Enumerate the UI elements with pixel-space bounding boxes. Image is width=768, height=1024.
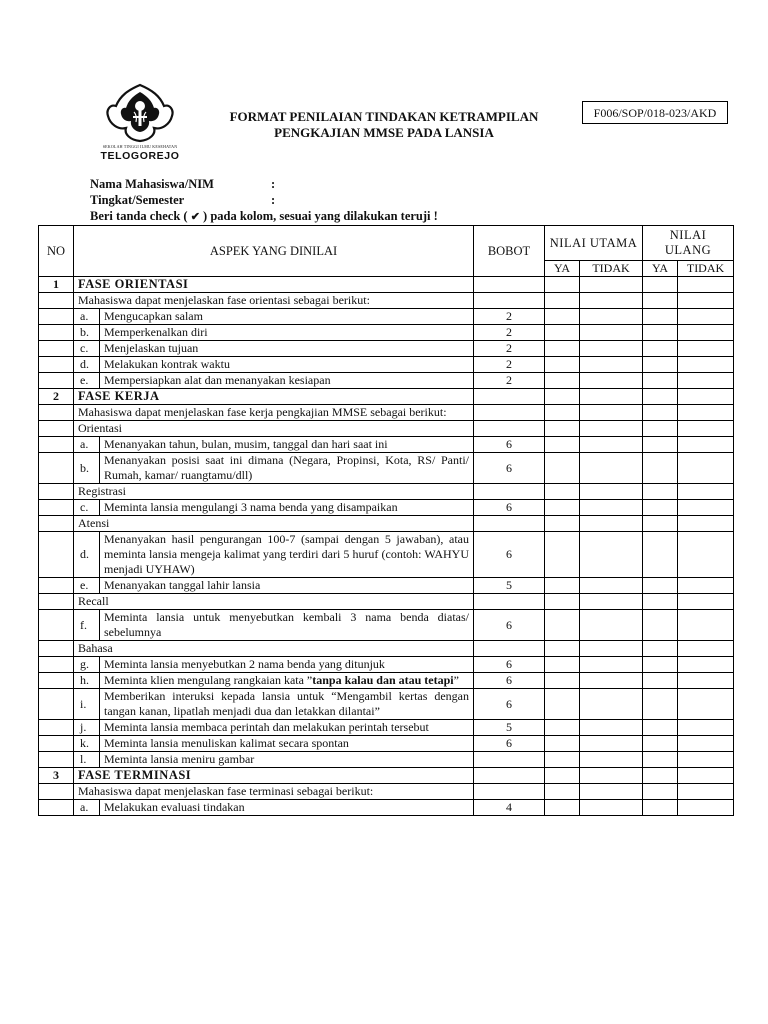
header-bobot: BOBOT <box>474 226 545 277</box>
check-cell-ulang-ya[interactable] <box>643 689 678 720</box>
table-row <box>39 373 734 389</box>
check-cell-utama-tidak[interactable] <box>580 532 643 578</box>
item-text: Menanyakan tahun, bulan, musim, tanggal dan hari saat ini <box>100 437 474 453</box>
nama-colon: : <box>271 177 276 191</box>
check-cell-utama-tidak[interactable] <box>580 500 643 516</box>
check-cell-ulang-tidak[interactable] <box>678 578 734 594</box>
no-cell <box>39 784 74 800</box>
bobot-value: 5 <box>474 578 545 594</box>
item-letter: i. <box>74 689 100 720</box>
title-line-2: PENGKAJIAN MMSE PADA LANSIA <box>274 125 494 140</box>
check-cell-utama-ya[interactable] <box>545 389 580 405</box>
check-cell-utama-ya[interactable] <box>545 768 580 784</box>
check-cell-utama-tidak[interactable] <box>580 357 643 373</box>
check-cell-ulang-ya[interactable] <box>643 736 678 752</box>
item-text-part: Meminta klien mengulang rangkaian kata ” <box>104 673 313 687</box>
check-cell-ulang-ya[interactable] <box>643 578 678 594</box>
no-cell <box>39 405 74 421</box>
student-info <box>90 176 438 224</box>
table-row <box>39 357 734 373</box>
item-letter: l. <box>74 752 100 768</box>
bobot-cell <box>474 768 545 784</box>
check-cell-utama-tidak[interactable] <box>580 373 643 389</box>
bobot-value <box>474 641 545 657</box>
check-cell-utama-ya[interactable] <box>545 373 580 389</box>
bobot-value: 2 <box>474 325 545 341</box>
document-code-box: F006/SOP/018-023/AKD <box>582 101 728 124</box>
check-cell-utama-tidak[interactable] <box>580 641 643 657</box>
check-cell-ulang-tidak[interactable] <box>678 389 734 405</box>
item-letter: k. <box>74 736 100 752</box>
check-cell-ulang-tidak[interactable] <box>678 293 734 309</box>
check-cell-utama-ya[interactable] <box>545 784 580 800</box>
check-cell-utama-ya[interactable] <box>545 484 580 500</box>
check-cell-utama-tidak[interactable] <box>580 453 643 484</box>
no-cell <box>39 689 74 720</box>
bobot-value: 6 <box>474 500 545 516</box>
no-cell <box>39 484 74 500</box>
description-text: Registrasi <box>74 484 474 500</box>
no-cell <box>39 516 74 532</box>
check-cell-utama-tidak[interactable] <box>580 736 643 752</box>
check-cell-utama-ya[interactable] <box>545 293 580 309</box>
description-row <box>39 484 734 500</box>
item-letter: h. <box>74 673 100 689</box>
assessment-table <box>38 225 734 816</box>
check-cell-ulang-ya[interactable] <box>643 784 678 800</box>
item-letter: b. <box>74 453 100 484</box>
item-text: Mengucapkan salam <box>100 309 474 325</box>
check-cell-utama-tidak[interactable] <box>580 309 643 325</box>
check-cell-ulang-ya[interactable] <box>643 800 678 816</box>
no-cell <box>39 437 74 453</box>
no-cell <box>39 453 74 484</box>
check-cell-ulang-tidak[interactable] <box>678 784 734 800</box>
check-cell-utama-tidak[interactable] <box>580 277 643 293</box>
check-cell-ulang-tidak[interactable] <box>678 500 734 516</box>
item-letter: d. <box>74 532 100 578</box>
item-letter: d. <box>74 357 100 373</box>
item-text: Menanyakan tanggal lahir lansia <box>100 578 474 594</box>
check-cell-utama-ya[interactable] <box>545 357 580 373</box>
item-letter: e. <box>74 373 100 389</box>
no-cell <box>39 641 74 657</box>
check-cell-utama-tidak[interactable] <box>580 389 643 405</box>
header-nilai-utama: NILAI UTAMA <box>545 226 643 261</box>
section-number: 1 <box>39 277 74 293</box>
check-cell-utama-ya[interactable] <box>545 341 580 357</box>
bobot-cell <box>474 277 545 293</box>
instruction-suffix: ) pada kolom, sesuai yang dilakukan teruji ! <box>203 209 438 223</box>
item-letter: c. <box>74 341 100 357</box>
check-cell-utama-tidak[interactable] <box>580 784 643 800</box>
check-cell-ulang-ya[interactable] <box>643 309 678 325</box>
table-row <box>39 752 734 768</box>
item-text: Meminta lansia untuk menyebutkan kembali 3 nama benda diatas/ sebelumnya <box>100 610 474 641</box>
table-row <box>39 453 734 484</box>
check-cell-ulang-ya[interactable] <box>643 373 678 389</box>
check-cell-utama-ya[interactable] <box>545 309 580 325</box>
bobot-value: 2 <box>474 341 545 357</box>
item-text: Mempersiapkan alat dan menanyakan kesiapan <box>100 373 474 389</box>
tingkat-row <box>90 192 438 208</box>
bobot-value <box>474 594 545 610</box>
bobot-value <box>474 752 545 768</box>
check-cell-utama-ya[interactable] <box>545 641 580 657</box>
check-cell-ulang-ya[interactable] <box>643 594 678 610</box>
check-cell-utama-tidak[interactable] <box>580 752 643 768</box>
item-letter: a. <box>74 800 100 816</box>
check-cell-utama-tidak[interactable] <box>580 594 643 610</box>
instruction-prefix: Beri tanda check ( <box>90 209 188 223</box>
logo-name: TELOGOREJO <box>100 150 180 162</box>
check-cell-ulang-tidak[interactable] <box>678 373 734 389</box>
bobot-value: 6 <box>474 610 545 641</box>
check-cell-utama-tidak[interactable] <box>580 578 643 594</box>
no-cell <box>39 673 74 689</box>
description-row <box>39 421 734 437</box>
bobot-value: 2 <box>474 357 545 373</box>
no-cell <box>39 341 74 357</box>
no-cell <box>39 309 74 325</box>
bobot-value <box>474 484 545 500</box>
description-row <box>39 405 734 421</box>
item-text: Memperkenalkan diri <box>100 325 474 341</box>
section-title: FASE KERJA <box>74 389 474 405</box>
check-cell-ulang-tidak[interactable] <box>678 325 734 341</box>
check-cell-utama-tidak[interactable] <box>580 768 643 784</box>
item-letter: f. <box>74 610 100 641</box>
section-header-row <box>39 389 734 405</box>
check-cell-ulang-tidak[interactable] <box>678 610 734 641</box>
check-cell-ulang-ya[interactable] <box>643 437 678 453</box>
check-cell-utama-tidak[interactable] <box>580 720 643 736</box>
check-cell-utama-ya[interactable] <box>545 610 580 641</box>
table-row <box>39 532 734 578</box>
item-letter: b. <box>74 325 100 341</box>
check-cell-ulang-ya[interactable] <box>643 752 678 768</box>
no-cell <box>39 610 74 641</box>
bobot-value: 6 <box>474 673 545 689</box>
section-number: 3 <box>39 768 74 784</box>
check-cell-utama-tidak[interactable] <box>580 325 643 341</box>
check-cell-ulang-ya[interactable] <box>643 768 678 784</box>
item-text: Menjelaskan tujuan <box>100 341 474 357</box>
table-row <box>39 341 734 357</box>
check-cell-ulang-ya[interactable] <box>643 610 678 641</box>
bobot-value: 6 <box>474 736 545 752</box>
check-cell-ulang-tidak[interactable] <box>678 437 734 453</box>
no-cell <box>39 293 74 309</box>
table-row <box>39 325 734 341</box>
header-utama-tidak: TIDAK <box>580 261 643 277</box>
check-cell-ulang-ya[interactable] <box>643 293 678 309</box>
item-text: Meminta lansia mengulangi 3 nama benda yang disampaikan <box>100 500 474 516</box>
description-row <box>39 516 734 532</box>
check-cell-utama-tidak[interactable] <box>580 610 643 641</box>
check-cell-ulang-ya[interactable] <box>643 405 678 421</box>
header-nilai-ulang: NILAI ULANG <box>643 226 734 261</box>
bobot-value: 2 <box>474 373 545 389</box>
check-cell-ulang-tidak[interactable] <box>678 641 734 657</box>
tingkat-colon: : <box>271 193 276 207</box>
section-title: FASE ORIENTASI <box>74 277 474 293</box>
item-text: Menanyakan posisi saat ini dimana (Negara, Propinsi, Kota, RS/ Panti/ Rumah, kamar/ ruangtamu/dll) <box>100 453 474 484</box>
check-cell-ulang-ya[interactable] <box>643 277 678 293</box>
check-cell-ulang-tidak[interactable] <box>678 689 734 720</box>
no-cell <box>39 500 74 516</box>
check-cell-ulang-tidak[interactable] <box>678 720 734 736</box>
item-letter: e. <box>74 578 100 594</box>
section-number: 2 <box>39 389 74 405</box>
description-text: Bahasa <box>74 641 474 657</box>
check-cell-ulang-tidak[interactable] <box>678 768 734 784</box>
check-cell-ulang-ya[interactable] <box>643 453 678 484</box>
check-cell-ulang-tidak[interactable] <box>678 736 734 752</box>
check-cell-utama-tidak[interactable] <box>580 484 643 500</box>
check-cell-ulang-ya[interactable] <box>643 357 678 373</box>
nama-label: Nama Mahasiswa/NIM <box>90 177 214 191</box>
bobot-value <box>474 421 545 437</box>
bobot-value: 6 <box>474 689 545 720</box>
check-cell-utama-tidak[interactable] <box>580 516 643 532</box>
item-text <box>100 673 474 689</box>
check-cell-utama-ya[interactable] <box>545 736 580 752</box>
section-header-row <box>39 768 734 784</box>
no-cell <box>39 421 74 437</box>
check-cell-utama-ya[interactable] <box>545 500 580 516</box>
table-row <box>39 689 734 720</box>
no-cell <box>39 720 74 736</box>
bobot-value <box>474 784 545 800</box>
document-title <box>200 109 568 141</box>
no-cell <box>39 578 74 594</box>
check-cell-ulang-ya[interactable] <box>643 516 678 532</box>
table-row <box>39 800 734 816</box>
no-cell <box>39 373 74 389</box>
check-cell-ulang-tidak[interactable] <box>678 277 734 293</box>
header-no: NO <box>39 226 74 277</box>
check-mark-icon: ✔ <box>190 211 200 223</box>
check-cell-utama-ya[interactable] <box>545 720 580 736</box>
check-cell-ulang-tidak[interactable] <box>678 752 734 768</box>
header-ulang-ya: YA <box>643 261 678 277</box>
table-row <box>39 720 734 736</box>
check-cell-utama-ya[interactable] <box>545 453 580 484</box>
description-row <box>39 784 734 800</box>
check-cell-utama-tidak[interactable] <box>580 657 643 673</box>
check-cell-utama-tidak[interactable] <box>580 405 643 421</box>
check-cell-utama-tidak[interactable] <box>580 689 643 720</box>
check-cell-ulang-tidak[interactable] <box>678 673 734 689</box>
table-row <box>39 736 734 752</box>
no-cell <box>39 325 74 341</box>
description-text: Mahasiswa dapat menjelaskan fase kerja pengkajian MMSE sebagai berikut: <box>74 405 474 421</box>
check-cell-ulang-ya[interactable] <box>643 484 678 500</box>
check-cell-utama-ya[interactable] <box>545 532 580 578</box>
check-cell-ulang-ya[interactable] <box>643 389 678 405</box>
header-ulang-tidak: TIDAK <box>678 261 734 277</box>
description-text: Mahasiswa dapat menjelaskan fase orientasi sebagai berikut: <box>74 293 474 309</box>
check-cell-ulang-tidak[interactable] <box>678 341 734 357</box>
no-cell <box>39 657 74 673</box>
table-row <box>39 309 734 325</box>
no-cell <box>39 357 74 373</box>
check-cell-utama-ya[interactable] <box>545 277 580 293</box>
description-row <box>39 293 734 309</box>
bobot-value: 6 <box>474 437 545 453</box>
check-cell-utama-ya[interactable] <box>545 594 580 610</box>
item-letter: a. <box>74 437 100 453</box>
item-text: Meminta lansia menuliskan kalimat secara spontan <box>100 736 474 752</box>
check-cell-ulang-tidak[interactable] <box>678 309 734 325</box>
item-letter: g. <box>74 657 100 673</box>
item-text: Menanyakan hasil pengurangan 100-7 (sampai dengan 5 jawaban), atau meminta lansia mengeja kalimat yang terdiri dari 5 huruf (contoh: WAHYU menjadi UYHAW) <box>100 532 474 578</box>
description-text: Recall <box>74 594 474 610</box>
check-cell-ulang-tidak[interactable] <box>678 532 734 578</box>
no-cell <box>39 800 74 816</box>
item-text-closing: ” <box>453 673 459 687</box>
description-row <box>39 594 734 610</box>
no-cell <box>39 532 74 578</box>
table-row <box>39 657 734 673</box>
check-cell-utama-ya[interactable] <box>545 516 580 532</box>
check-cell-ulang-tidak[interactable] <box>678 484 734 500</box>
check-cell-utama-tidak[interactable] <box>580 800 643 816</box>
check-cell-utama-ya[interactable] <box>545 752 580 768</box>
instruction-row <box>90 208 438 224</box>
check-cell-utama-ya[interactable] <box>545 421 580 437</box>
bobot-value: 2 <box>474 309 545 325</box>
table-row <box>39 500 734 516</box>
check-cell-ulang-tidak[interactable] <box>678 657 734 673</box>
bobot-value: 4 <box>474 800 545 816</box>
check-cell-ulang-ya[interactable] <box>643 641 678 657</box>
description-text: Orientasi <box>74 421 474 437</box>
nama-row <box>90 176 438 192</box>
description-text: Atensi <box>74 516 474 532</box>
check-cell-utama-ya[interactable] <box>545 689 580 720</box>
item-text: Meminta lansia menyebutkan 2 nama benda yang ditunjuk <box>100 657 474 673</box>
check-cell-ulang-tidak[interactable] <box>678 453 734 484</box>
check-cell-utama-tidak[interactable] <box>580 293 643 309</box>
check-cell-utama-tidak[interactable] <box>580 421 643 437</box>
check-cell-ulang-ya[interactable] <box>643 421 678 437</box>
bobot-cell <box>474 389 545 405</box>
bobot-value: 5 <box>474 720 545 736</box>
item-text-bold: tanpa kalau dan atau tetapi <box>312 673 454 687</box>
logo-subtext: SEKOLAH TINGGI ILMU KESEHATAN <box>102 144 178 149</box>
check-cell-utama-tidak[interactable] <box>580 437 643 453</box>
bobot-value <box>474 516 545 532</box>
item-text: Meminta lansia meniru gambar <box>100 752 474 768</box>
table-body <box>39 277 734 816</box>
table-row <box>39 578 734 594</box>
item-text: Melakukan kontrak waktu <box>100 357 474 373</box>
check-cell-utama-ya[interactable] <box>545 657 580 673</box>
check-cell-ulang-ya[interactable] <box>643 720 678 736</box>
check-cell-ulang-ya[interactable] <box>643 325 678 341</box>
check-cell-ulang-ya[interactable] <box>643 657 678 673</box>
table-row <box>39 437 734 453</box>
section-header-row <box>39 277 734 293</box>
check-cell-utama-ya[interactable] <box>545 578 580 594</box>
item-text: Meminta lansia membaca perintah dan melakukan perintah tersebut <box>100 720 474 736</box>
check-cell-ulang-tidak[interactable] <box>678 800 734 816</box>
check-cell-utama-ya[interactable] <box>545 800 580 816</box>
header-row-1 <box>39 226 734 261</box>
check-cell-ulang-tidak[interactable] <box>678 516 734 532</box>
check-cell-ulang-tidak[interactable] <box>678 594 734 610</box>
bobot-value: 6 <box>474 532 545 578</box>
item-letter: a. <box>74 309 100 325</box>
section-title: FASE TERMINASI <box>74 768 474 784</box>
check-cell-ulang-ya[interactable] <box>643 500 678 516</box>
description-row <box>39 641 734 657</box>
item-text: Memberikan interuksi kepada lansia untuk “Mengambil kertas dengan tangan kanan, lipatlah menjadi dua dan letakkan dilantai” <box>100 689 474 720</box>
check-cell-utama-ya[interactable] <box>545 673 580 689</box>
table-row <box>39 673 734 689</box>
header-utama-ya: YA <box>545 261 580 277</box>
header-aspek: ASPEK YANG DINILAI <box>74 226 474 277</box>
bobot-value <box>474 405 545 421</box>
item-letter: j. <box>74 720 100 736</box>
item-letter: c. <box>74 500 100 516</box>
check-cell-ulang-tidak[interactable] <box>678 421 734 437</box>
check-cell-utama-tidak[interactable] <box>580 673 643 689</box>
no-cell <box>39 752 74 768</box>
check-cell-ulang-ya[interactable] <box>643 532 678 578</box>
item-text: Melakukan evaluasi tindakan <box>100 800 474 816</box>
check-cell-utama-tidak[interactable] <box>580 341 643 357</box>
check-cell-utama-ya[interactable] <box>545 325 580 341</box>
description-text: Mahasiswa dapat menjelaskan fase terminasi sebagai berikut: <box>74 784 474 800</box>
table-row <box>39 610 734 641</box>
title-line-1: FORMAT PENILAIAN TINDAKAN KETRAMPILAN <box>229 109 539 124</box>
bobot-value: 6 <box>474 657 545 673</box>
check-cell-utama-ya[interactable] <box>545 405 580 421</box>
no-cell <box>39 594 74 610</box>
no-cell <box>39 736 74 752</box>
check-cell-ulang-ya[interactable] <box>643 673 678 689</box>
bobot-value <box>474 293 545 309</box>
check-cell-ulang-ya[interactable] <box>643 341 678 357</box>
check-cell-ulang-tidak[interactable] <box>678 357 734 373</box>
check-cell-utama-ya[interactable] <box>545 437 580 453</box>
bobot-value: 6 <box>474 453 545 484</box>
tingkat-label: Tingkat/Semester <box>90 193 185 207</box>
check-cell-ulang-tidak[interactable] <box>678 405 734 421</box>
